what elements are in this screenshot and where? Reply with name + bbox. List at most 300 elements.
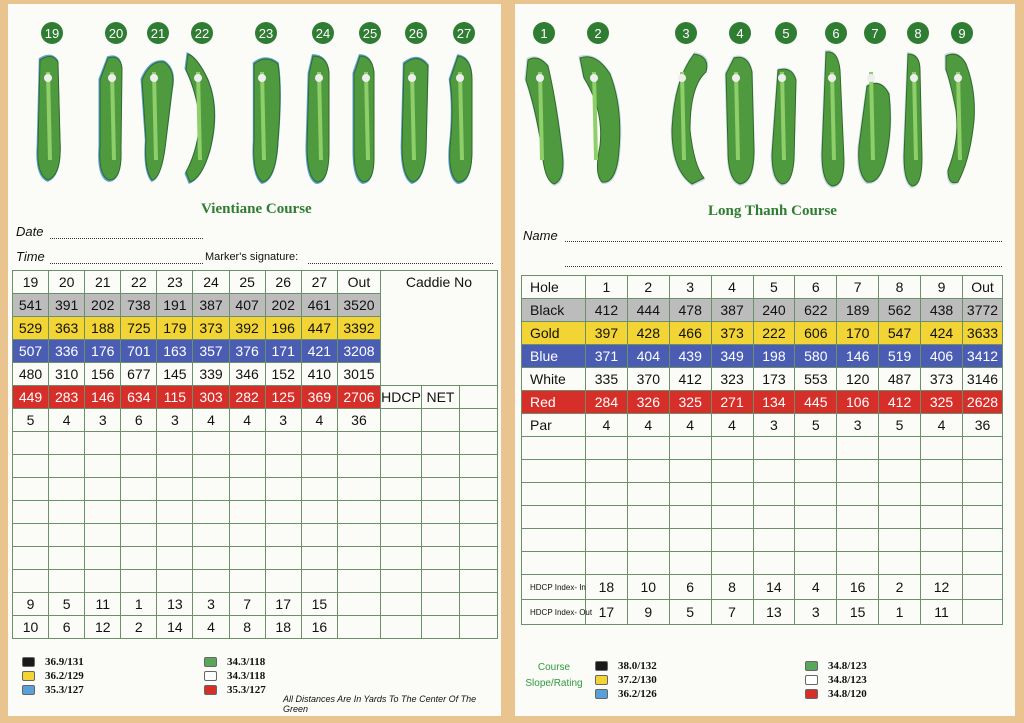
score-entry-row	[522, 460, 1003, 483]
score-entry-cell[interactable]	[337, 455, 380, 478]
score-entry-cell[interactable]	[265, 501, 301, 524]
score-entry-cell[interactable]	[229, 524, 265, 547]
yardage-cell: 447	[301, 317, 337, 340]
score-entry-cell[interactable]	[753, 552, 795, 575]
score-entry-cell[interactable]	[963, 460, 1003, 483]
yardage-cell: 156	[85, 363, 121, 386]
hole-layout-map	[664, 50, 708, 190]
score-entry-cell[interactable]	[711, 552, 753, 575]
score-entry-cell[interactable]	[49, 432, 85, 455]
score-entry-cell[interactable]	[921, 552, 963, 575]
tee-color-swatch	[22, 671, 35, 681]
score-entry-cell[interactable]	[711, 506, 753, 529]
hdcp-index-cell: 13	[753, 600, 795, 625]
header-cell: 20	[49, 271, 85, 294]
yardage-cell: 410	[301, 363, 337, 386]
vientiane-score-table	[12, 270, 498, 639]
score-entry-cell[interactable]	[193, 432, 229, 455]
score-entry-cell[interactable]	[380, 432, 421, 455]
tee-color-swatch	[204, 657, 217, 667]
score-entry-cell[interactable]	[301, 501, 337, 524]
yardage-cell: 146	[837, 345, 879, 368]
score-entry-cell[interactable]	[121, 524, 157, 547]
score-entry-cell[interactable]	[229, 478, 265, 501]
score-entry-cell[interactable]	[85, 455, 121, 478]
score-entry-cell[interactable]	[921, 506, 963, 529]
yardage-cell: 2706	[337, 386, 380, 409]
score-entry-cell[interactable]	[753, 483, 795, 506]
score-entry-cell[interactable]	[49, 478, 85, 501]
yardage-cell: 461	[301, 294, 337, 317]
hdcp-index-cell: 7	[711, 600, 753, 625]
score-entry-cell[interactable]	[265, 547, 301, 570]
hdcp-index-cell: 2	[879, 575, 921, 600]
score-entry-cell[interactable]	[837, 506, 879, 529]
yardage-cell: 134	[753, 391, 795, 414]
hole-layout-map	[180, 50, 224, 190]
hole-layout-map	[442, 50, 486, 190]
hdcp-index-cell: 13	[157, 593, 193, 616]
score-entry-cell[interactable]	[459, 570, 497, 593]
yardage-cell: 562	[879, 299, 921, 322]
rating-item-white	[204, 669, 266, 683]
score-entry-cell[interactable]	[921, 529, 963, 552]
yardage-cell: 3146	[963, 368, 1003, 391]
header-cell: 26	[265, 271, 301, 294]
slope-rating-value: 34.8/120	[828, 688, 867, 700]
score-entry-cell[interactable]	[795, 483, 837, 506]
score-entry-cell[interactable]	[522, 552, 586, 575]
score-entry-cell[interactable]	[837, 552, 879, 575]
score-entry-cell[interactable]	[13, 524, 49, 547]
score-entry-cell[interactable]	[380, 501, 421, 524]
score-entry-cell[interactable]	[229, 547, 265, 570]
hdcp-index-cell: 5	[669, 600, 711, 625]
par-cell: 36	[963, 414, 1003, 437]
score-entry-cell[interactable]	[301, 478, 337, 501]
score-entry-cell[interactable]	[13, 455, 49, 478]
yardage-cell: 387	[193, 294, 229, 317]
header-cell: 19	[13, 271, 49, 294]
score-entry-cell[interactable]	[837, 529, 879, 552]
score-entry-cell[interactable]	[711, 483, 753, 506]
par-cell: 4	[627, 414, 669, 437]
score-entry-cell[interactable]	[795, 460, 837, 483]
score-entry-cell[interactable]	[337, 432, 380, 455]
hole-layout-map	[301, 50, 345, 190]
score-entry-cell[interactable]	[380, 524, 421, 547]
score-entry-cell[interactable]	[795, 529, 837, 552]
par-cell: 4	[921, 414, 963, 437]
hole-layout-map	[244, 50, 288, 190]
score-entry-cell[interactable]	[121, 501, 157, 524]
yardage-cell: 580	[795, 345, 837, 368]
slope-rating-value: 34.3/118	[227, 670, 266, 682]
score-entry-cell[interactable]	[753, 460, 795, 483]
score-entry-cell[interactable]	[380, 409, 421, 432]
blank-cell[interactable]	[963, 575, 1003, 600]
rating-item-blue	[22, 683, 84, 697]
score-entry-cell[interactable]	[337, 501, 380, 524]
name-field[interactable]	[565, 240, 1002, 242]
score-entry-cell[interactable]	[669, 552, 711, 575]
marker-signature-field[interactable]	[308, 262, 493, 264]
score-entry-cell[interactable]	[753, 506, 795, 529]
hdcp-index-cell: 8	[711, 575, 753, 600]
score-entry-cell[interactable]	[879, 437, 921, 460]
hole-number-badge: 9	[951, 22, 973, 44]
score-entry-cell[interactable]	[49, 455, 85, 478]
score-entry-cell[interactable]	[157, 570, 193, 593]
score-entry-cell[interactable]	[879, 483, 921, 506]
score-entry-cell[interactable]	[627, 529, 669, 552]
tee-row-white	[522, 368, 1003, 391]
score-entry-cell[interactable]	[85, 570, 121, 593]
score-entry-cell[interactable]	[421, 524, 459, 547]
course-title: Vientiane Course	[201, 201, 312, 217]
yardage-cell: 189	[837, 299, 879, 322]
score-entry-cell[interactable]	[459, 455, 497, 478]
par-cell: 6	[121, 409, 157, 432]
score-entry-cell[interactable]	[459, 478, 497, 501]
header-cell: Hole	[522, 276, 586, 299]
score-entry-cell[interactable]	[380, 478, 421, 501]
score-entry-cell[interactable]	[522, 483, 586, 506]
score-entry-cell[interactable]	[301, 432, 337, 455]
yardage-cell: 3412	[963, 345, 1003, 368]
yardage-cell: 284	[586, 391, 628, 414]
blank-cell[interactable]	[421, 593, 459, 616]
score-entry-cell[interactable]	[522, 506, 586, 529]
yardage-cell: 171	[265, 340, 301, 363]
score-entry-cell[interactable]	[421, 570, 459, 593]
blank-cell[interactable]	[337, 593, 380, 616]
yardage-cell: 283	[49, 386, 85, 409]
score-entry-cell[interactable]	[627, 437, 669, 460]
score-entry-cell[interactable]	[837, 460, 879, 483]
score-entry-cell[interactable]	[711, 460, 753, 483]
score-entry-cell[interactable]	[337, 478, 380, 501]
score-entry-cell[interactable]	[669, 506, 711, 529]
score-entry-cell[interactable]	[157, 501, 193, 524]
score-entry-cell[interactable]	[193, 524, 229, 547]
yardage-cell: 176	[85, 340, 121, 363]
score-entry-cell[interactable]	[337, 570, 380, 593]
yardage-cell: 466	[669, 322, 711, 345]
score-entry-cell[interactable]	[963, 529, 1003, 552]
slope-rating-value: 38.0/132	[618, 660, 657, 672]
score-entry-cell[interactable]	[157, 478, 193, 501]
score-entry-cell[interactable]	[586, 460, 628, 483]
score-entry-cell[interactable]	[627, 483, 669, 506]
par-label: Par	[522, 414, 586, 437]
yardage-cell: 106	[837, 391, 879, 414]
hdcp-index-cell: 4	[795, 575, 837, 600]
score-entry-cell[interactable]	[795, 437, 837, 460]
score-entry-cell[interactable]	[301, 455, 337, 478]
header-cell: 8	[879, 276, 921, 299]
score-entry-cell[interactable]	[49, 570, 85, 593]
score-entry-cell[interactable]	[669, 437, 711, 460]
long-thanh-score-table	[521, 275, 1003, 625]
score-entry-cell[interactable]	[627, 506, 669, 529]
score-entry-cell[interactable]	[586, 437, 628, 460]
score-entry-cell[interactable]	[229, 432, 265, 455]
score-entry-cell[interactable]	[459, 547, 497, 570]
score-entry-cell[interactable]	[421, 478, 459, 501]
score-entry-cell[interactable]	[837, 437, 879, 460]
score-entry-cell[interactable]	[586, 552, 628, 575]
score-entry-cell[interactable]	[85, 478, 121, 501]
slope-label-course: Course	[537, 662, 571, 673]
yardage-cell: 407	[229, 294, 265, 317]
score-entry-row	[522, 506, 1003, 529]
score-entry-cell[interactable]	[229, 570, 265, 593]
score-entry-cell[interactable]	[193, 570, 229, 593]
header-cell: 24	[193, 271, 229, 294]
score-entry-cell[interactable]	[301, 547, 337, 570]
score-entry-cell[interactable]	[669, 529, 711, 552]
yardage-cell: 541	[13, 294, 49, 317]
header-cell: 22	[121, 271, 157, 294]
yardage-cell: 349	[711, 345, 753, 368]
score-entry-cell[interactable]	[711, 529, 753, 552]
score-entry-cell[interactable]	[265, 570, 301, 593]
hdcp-index-cell: 11	[85, 593, 121, 616]
score-entry-cell[interactable]	[380, 455, 421, 478]
score-entry-cell[interactable]	[121, 478, 157, 501]
yardage-cell: 507	[13, 340, 49, 363]
header-cell: 1	[586, 276, 628, 299]
score-entry-cell[interactable]	[459, 409, 497, 432]
score-entry-cell[interactable]	[193, 478, 229, 501]
rating-item-white	[805, 673, 867, 687]
score-entry-cell[interactable]	[121, 547, 157, 570]
score-entry-cell[interactable]	[421, 432, 459, 455]
blank-cell[interactable]	[337, 616, 380, 639]
blank-cell[interactable]	[380, 593, 421, 616]
score-entry-cell[interactable]	[795, 506, 837, 529]
hole-layout-map	[718, 50, 762, 190]
score-entry-cell[interactable]	[586, 529, 628, 552]
score-entry-cell[interactable]	[963, 437, 1003, 460]
score-entry-cell[interactable]	[85, 524, 121, 547]
rating-legend-right	[204, 655, 266, 697]
score-entry-cell[interactable]	[193, 547, 229, 570]
score-entry-cell[interactable]	[459, 432, 497, 455]
score-entry-cell[interactable]	[921, 437, 963, 460]
score-entry-cell[interactable]	[421, 501, 459, 524]
name-field-line-2[interactable]	[565, 265, 1002, 267]
yardage-cell: 412	[586, 299, 628, 322]
score-entry-cell[interactable]	[265, 478, 301, 501]
score-entry-cell[interactable]	[522, 437, 586, 460]
hole-layout-map	[576, 50, 620, 190]
yardage-cell: 553	[795, 368, 837, 391]
hdcp-index-cell: 8	[229, 616, 265, 639]
score-entry-cell[interactable]	[49, 524, 85, 547]
tee-label: Gold	[522, 322, 586, 345]
score-entry-cell[interactable]	[193, 455, 229, 478]
score-entry-cell[interactable]	[229, 501, 265, 524]
yardage-cell: 3772	[963, 299, 1003, 322]
score-entry-cell[interactable]	[337, 547, 380, 570]
score-entry-cell[interactable]	[459, 524, 497, 547]
score-entry-cell[interactable]	[265, 432, 301, 455]
score-entry-cell[interactable]	[13, 432, 49, 455]
par-cell: 4	[229, 409, 265, 432]
score-entry-cell[interactable]	[193, 501, 229, 524]
yardage-cell: 198	[753, 345, 795, 368]
yardage-cell: 125	[265, 386, 301, 409]
score-entry-cell[interactable]	[380, 547, 421, 570]
score-entry-cell[interactable]	[421, 409, 459, 432]
blank-cell[interactable]	[459, 616, 497, 639]
blank-cell[interactable]	[380, 616, 421, 639]
hdcp-index-cell: 9	[13, 593, 49, 616]
yardage-cell: 622	[795, 299, 837, 322]
blank-cell[interactable]	[459, 386, 497, 409]
score-entry-cell[interactable]	[669, 460, 711, 483]
score-entry-cell[interactable]	[711, 437, 753, 460]
score-entry-cell[interactable]	[586, 483, 628, 506]
score-entry-row	[13, 501, 498, 524]
score-entry-cell[interactable]	[13, 501, 49, 524]
score-entry-cell[interactable]	[229, 455, 265, 478]
yardage-cell: 170	[837, 322, 879, 345]
tee-color-swatch	[805, 675, 818, 685]
score-entry-cell[interactable]	[879, 506, 921, 529]
score-entry-cell[interactable]	[421, 455, 459, 478]
score-entry-cell[interactable]	[157, 455, 193, 478]
score-entry-cell[interactable]	[301, 570, 337, 593]
score-entry-cell[interactable]	[879, 460, 921, 483]
par-cell: 3	[265, 409, 301, 432]
slope-rating-label	[519, 660, 589, 692]
yardage-cell: 519	[879, 345, 921, 368]
score-entry-cell[interactable]	[49, 547, 85, 570]
score-entry-cell[interactable]	[85, 432, 121, 455]
hdcp-index-cell: 18	[265, 616, 301, 639]
score-entry-cell[interactable]	[921, 460, 963, 483]
score-entry-cell[interactable]	[13, 547, 49, 570]
tee-color-swatch	[22, 685, 35, 695]
score-entry-cell[interactable]	[837, 483, 879, 506]
score-entry-cell[interactable]	[522, 460, 586, 483]
rating-item-black	[22, 655, 84, 669]
score-entry-cell[interactable]	[121, 432, 157, 455]
blank-cell[interactable]	[421, 616, 459, 639]
yardage-cell: 363	[49, 317, 85, 340]
hole-number-badge: 1	[533, 22, 555, 44]
yardage-cell: 404	[627, 345, 669, 368]
score-entry-cell[interactable]	[963, 483, 1003, 506]
score-entry-cell[interactable]	[921, 483, 963, 506]
header-cell: Out	[963, 276, 1003, 299]
yardage-cell: 282	[229, 386, 265, 409]
time-label: Time	[16, 249, 45, 264]
tee-row-black	[522, 299, 1003, 322]
score-entry-cell[interactable]	[85, 547, 121, 570]
score-entry-cell[interactable]	[753, 529, 795, 552]
rating-item-red	[805, 687, 867, 701]
score-entry-cell[interactable]	[121, 455, 157, 478]
yardage-cell: 480	[13, 363, 49, 386]
score-entry-cell[interactable]	[522, 529, 586, 552]
time-field[interactable]	[50, 262, 203, 264]
slope-rating-value: 37.2/130	[618, 674, 657, 686]
score-entry-cell[interactable]	[157, 432, 193, 455]
score-entry-cell[interactable]	[337, 524, 380, 547]
blank-cell[interactable]	[459, 593, 497, 616]
hdcp-index-in-row	[522, 575, 1003, 600]
rating-item-black	[595, 659, 657, 673]
score-entry-cell[interactable]	[157, 524, 193, 547]
hole-layout-map	[814, 50, 858, 190]
rating-legend-left	[22, 655, 84, 697]
score-entry-cell[interactable]	[265, 524, 301, 547]
score-entry-cell[interactable]	[879, 529, 921, 552]
score-entry-cell[interactable]	[963, 552, 1003, 575]
score-entry-cell[interactable]	[13, 478, 49, 501]
score-entry-cell[interactable]	[669, 483, 711, 506]
hdcp-index-in-row	[13, 593, 498, 616]
score-entry-row	[13, 570, 498, 593]
yardage-cell: 325	[669, 391, 711, 414]
hole-number-badge: 20	[105, 22, 127, 44]
score-entry-cell[interactable]	[301, 524, 337, 547]
yardage-cell: 3520	[337, 294, 380, 317]
yardage-cell: 421	[301, 340, 337, 363]
score-entry-cell[interactable]	[627, 460, 669, 483]
hdcp-index-cell: 2	[121, 616, 157, 639]
score-entry-cell[interactable]	[963, 506, 1003, 529]
score-entry-cell[interactable]	[85, 501, 121, 524]
score-entry-cell[interactable]	[459, 501, 497, 524]
yardage-cell: 196	[265, 317, 301, 340]
yardage-cell: 412	[669, 368, 711, 391]
score-entry-cell[interactable]	[121, 570, 157, 593]
score-entry-row	[13, 478, 498, 501]
blank-cell[interactable]	[963, 600, 1003, 625]
score-entry-cell[interactable]	[627, 552, 669, 575]
score-entry-cell[interactable]	[380, 570, 421, 593]
tee-label: White	[522, 368, 586, 391]
caddie-no-cell[interactable]: Caddie No	[380, 271, 497, 386]
rating-item-blue	[595, 687, 657, 701]
par-cell: 3	[753, 414, 795, 437]
slope-rating-value: 34.8/123	[828, 674, 867, 686]
date-field[interactable]	[50, 237, 203, 239]
yardage-cell: 449	[13, 386, 49, 409]
par-cell: 3	[837, 414, 879, 437]
hdcp-index-cell: 5	[49, 593, 85, 616]
par-cell: 3	[85, 409, 121, 432]
yardage-cell: 303	[193, 386, 229, 409]
hole-map-strip	[8, 4, 501, 199]
score-entry-cell[interactable]	[879, 552, 921, 575]
score-entry-cell[interactable]	[586, 506, 628, 529]
score-entry-cell[interactable]	[795, 552, 837, 575]
score-entry-cell[interactable]	[157, 547, 193, 570]
score-entry-cell[interactable]	[421, 547, 459, 570]
score-entry-cell[interactable]	[265, 455, 301, 478]
score-entry-cell[interactable]	[49, 501, 85, 524]
date-label: Date	[16, 224, 44, 239]
score-entry-cell[interactable]	[753, 437, 795, 460]
hdcp-header: HDCP	[380, 386, 421, 409]
score-entry-cell[interactable]	[13, 570, 49, 593]
